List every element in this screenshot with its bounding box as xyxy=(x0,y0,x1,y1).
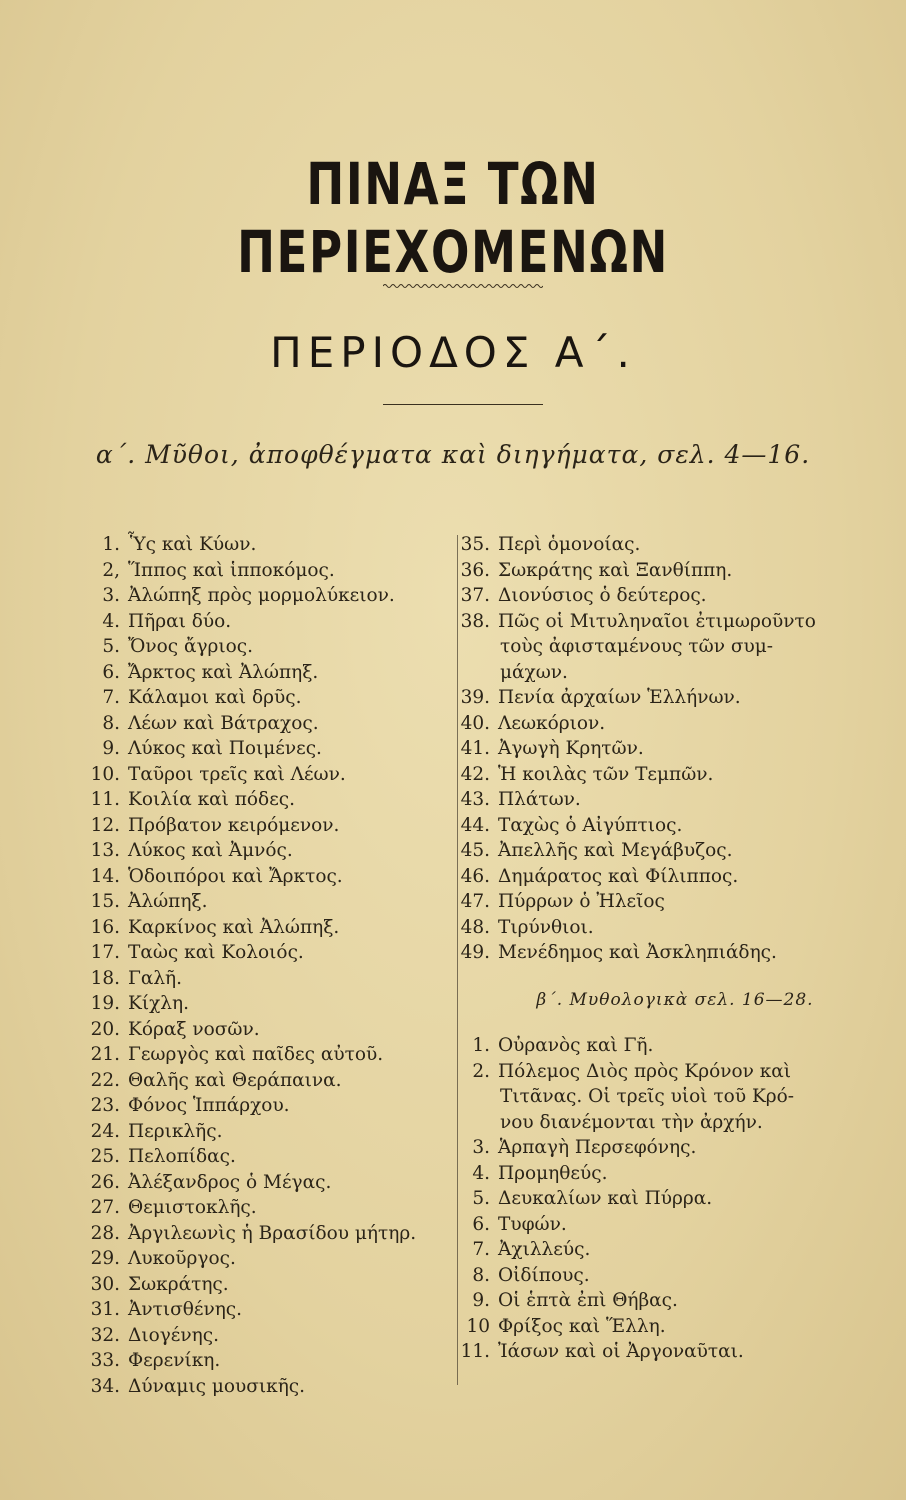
item-text: Δύναμις μουσικῆς. xyxy=(128,1375,306,1397)
item-number: 43. xyxy=(460,789,490,810)
list-item xyxy=(460,1212,890,1238)
item-continuation: νου διανέμονται τὴν ἀρχήν. xyxy=(500,1111,763,1133)
list-item xyxy=(80,889,460,915)
list-item xyxy=(80,532,460,558)
item-number: 48. xyxy=(460,916,490,938)
item-number: 24. xyxy=(90,1120,120,1142)
list-item xyxy=(80,1272,460,1298)
list-item xyxy=(80,940,460,966)
item-text: Ὗς καὶ Κύων. xyxy=(128,534,257,555)
item-number: 8. xyxy=(472,1264,490,1286)
item-number: 3. xyxy=(472,1137,490,1158)
item-number: 2, xyxy=(102,559,120,581)
item-number: 16. xyxy=(90,916,120,938)
item-text: Ταὼς καὶ Κολοιός. xyxy=(128,942,304,963)
item-number: 42. xyxy=(460,763,490,785)
item-text: Ἰάσων καὶ οἱ Ἀργοναῦται. xyxy=(498,1341,744,1362)
item-text: Ὁδοιπόροι καὶ Ἄρκτος. xyxy=(128,865,343,887)
item-number: 8. xyxy=(102,712,120,734)
item-number: 34. xyxy=(90,1375,120,1397)
item-number: 44. xyxy=(460,814,490,836)
item-number: 19. xyxy=(90,993,120,1014)
list-item xyxy=(80,711,460,737)
right-column xyxy=(460,532,890,1365)
item-text: Οἱ ἑπτὰ ἐπὶ Θήβας. xyxy=(498,1290,678,1311)
item-text: Ἁρπαγὴ Περσεφόνης. xyxy=(498,1137,697,1158)
item-number: 40. xyxy=(460,712,490,734)
subheading-b: β΄. Μυθολογικὰ σελ. 16—28. xyxy=(536,989,814,1010)
page-title: ΠΙΝΑΞ ΤΩΝ ΠΕΡΙΕΧΟΜΕΝΩΝ xyxy=(237,150,669,286)
item-number: 11. xyxy=(90,789,120,810)
item-text: Τιρύνθιοι. xyxy=(498,916,594,938)
item-continuation: μάχων. xyxy=(500,661,568,683)
list-item xyxy=(80,1323,460,1349)
item-text: Κίχλη. xyxy=(128,993,189,1014)
wavy-ornament xyxy=(383,283,543,289)
list-item xyxy=(460,609,890,635)
item-number: 6. xyxy=(472,1213,490,1235)
list-item xyxy=(460,762,890,788)
item-number: 46. xyxy=(460,865,490,887)
item-number: 36. xyxy=(460,559,490,581)
item-text: Λέων καὶ Βάτραχος. xyxy=(128,712,319,734)
item-number: 23. xyxy=(90,1095,120,1116)
item-text: Καρκίνος καὶ Ἀλώπηξ. xyxy=(128,916,340,938)
item-number: 27. xyxy=(90,1197,120,1218)
item-text: Φρίξος καὶ Ἕλλη. xyxy=(498,1315,666,1337)
item-text: Ἀλέξανδρος ὁ Μέγας. xyxy=(128,1171,332,1193)
item-text: Γεωργὸς καὶ παῖδες αὐτοῦ. xyxy=(128,1044,384,1065)
item-number: 5. xyxy=(472,1188,490,1209)
item-text: Ἀπελλῆς καὶ Μεγάβυζος. xyxy=(498,840,733,861)
item-number: 15. xyxy=(90,891,120,912)
item-text: Πρόβατον κειρόμενον. xyxy=(128,814,340,836)
section-heading: ΠΕΡΙΟΔΟΣ Α΄. xyxy=(270,328,636,377)
list-item xyxy=(460,940,890,966)
list-item xyxy=(80,762,460,788)
item-text: Ταῦροι τρεῖς καὶ Λέων. xyxy=(128,763,346,785)
left-column xyxy=(80,532,460,1399)
item-number: 29. xyxy=(90,1248,120,1269)
item-number: 31. xyxy=(90,1299,120,1320)
item-number: 7. xyxy=(102,687,120,708)
item-number: 6. xyxy=(102,661,120,683)
item-continuation: τοὺς ἀφισταμένους τῶν συμ- xyxy=(500,636,773,657)
list-item xyxy=(80,660,460,686)
item-text: Μενέδημος καὶ Ἀσκληπιάδης. xyxy=(498,942,777,963)
item-text: Ἀργιλεωνὶς ἡ Βρασίδου μήτηρ. xyxy=(128,1222,417,1244)
item-text: Σωκράτης. xyxy=(128,1273,229,1295)
item-text: Ἀλώπηξ πρὸς μορμολύκειον. xyxy=(128,585,395,606)
item-text: Πῶς οἱ Μιτυληναῖοι ἐτιμωροῦντο xyxy=(498,610,816,632)
list-item xyxy=(460,1263,890,1289)
item-number: 4. xyxy=(102,610,120,632)
item-text: Κοιλία καὶ πόδες. xyxy=(128,789,296,810)
item-number: 10. xyxy=(90,763,120,785)
list-item xyxy=(460,864,890,890)
list-item xyxy=(80,1348,460,1374)
item-text: Πενία ἀρχαίων Ἑλλήνων. xyxy=(498,687,741,708)
item-number: 5. xyxy=(102,636,120,657)
item-text: Λύκος καὶ Ποιμένες. xyxy=(128,738,322,759)
item-number: 3. xyxy=(102,585,120,606)
item-number: 21. xyxy=(90,1044,120,1065)
list-item xyxy=(460,711,890,737)
list-item xyxy=(460,1135,890,1161)
list-item xyxy=(80,966,460,992)
list-item xyxy=(460,889,890,915)
item-text: Φόνος Ἱππάρχου. xyxy=(128,1095,290,1116)
divider xyxy=(383,404,543,405)
item-text: Ἵππος καὶ ἱπποκόμος. xyxy=(128,559,335,581)
item-text: Ἀχιλλεύς. xyxy=(498,1239,591,1260)
item-text: Ἀλώπηξ. xyxy=(128,891,208,912)
list-item xyxy=(460,1237,890,1263)
list-item xyxy=(80,1017,460,1043)
list-item xyxy=(80,558,460,584)
list-item xyxy=(460,787,890,813)
right-list-a xyxy=(460,532,890,966)
item-number: 9. xyxy=(472,1290,490,1311)
item-text: Ταχὼς ὁ Αἰγύπτιος. xyxy=(498,814,683,836)
item-text: Κόραξ νοσῶν. xyxy=(128,1018,260,1040)
list-item xyxy=(460,1059,890,1085)
item-number: 1. xyxy=(472,1035,490,1056)
list-item xyxy=(460,558,890,584)
list-item xyxy=(80,1297,460,1323)
list-item xyxy=(460,583,890,609)
item-number: 33. xyxy=(90,1350,120,1371)
list-item xyxy=(460,1288,890,1314)
item-number: 25. xyxy=(90,1146,120,1167)
item-text: Οὐρανὸς καὶ Γῆ. xyxy=(498,1035,654,1056)
item-number: 12. xyxy=(90,814,120,836)
list-item xyxy=(80,1170,460,1196)
list-item xyxy=(460,1314,890,1340)
item-text: Θεμιστοκλῆς. xyxy=(128,1197,257,1218)
item-number: 17. xyxy=(90,942,120,963)
item-number: 47. xyxy=(460,891,490,912)
item-number: 18. xyxy=(90,967,120,989)
list-item xyxy=(80,838,460,864)
list-item xyxy=(80,1042,460,1068)
list-item xyxy=(460,532,890,558)
list-item xyxy=(80,787,460,813)
item-text: Λυκοῦργος. xyxy=(128,1248,236,1269)
item-text: Πελοπίδας. xyxy=(128,1146,236,1167)
item-number: 10 xyxy=(466,1315,490,1337)
item-text: Ἀντισθένης. xyxy=(128,1299,243,1320)
list-item xyxy=(80,1068,460,1094)
item-number: 32. xyxy=(90,1324,120,1346)
list-item xyxy=(460,1339,890,1365)
item-text: Δευκαλίων καὶ Πύρρα. xyxy=(498,1188,713,1209)
item-number: 7. xyxy=(472,1239,490,1260)
item-text: Ἄρκτος καὶ Ἀλώπηξ. xyxy=(128,661,319,683)
item-text: Πλάτων. xyxy=(498,789,581,810)
list-item xyxy=(80,1093,460,1119)
item-number: 26. xyxy=(90,1171,120,1193)
list-item xyxy=(460,813,890,839)
item-number: 20. xyxy=(90,1018,120,1040)
list-item xyxy=(460,1186,890,1212)
list-item xyxy=(80,634,460,660)
list-item xyxy=(460,685,890,711)
item-number: 45. xyxy=(460,840,490,861)
list-item xyxy=(460,1033,890,1059)
list-item xyxy=(80,1144,460,1170)
item-number: 13. xyxy=(90,840,120,861)
item-text: Τυφών. xyxy=(498,1213,567,1235)
list-item xyxy=(80,1195,460,1221)
item-number: 22. xyxy=(90,1069,120,1091)
list-item xyxy=(80,685,460,711)
list-item xyxy=(80,1119,460,1145)
item-number: 28. xyxy=(90,1222,120,1244)
item-number: 39. xyxy=(460,687,490,708)
list-item xyxy=(80,583,460,609)
item-number: 9. xyxy=(102,738,120,759)
item-text: Πύρρων ὁ Ἠλεῖος xyxy=(498,891,665,912)
item-number: 49. xyxy=(460,942,490,963)
list-item xyxy=(80,864,460,890)
list-item xyxy=(80,1374,460,1400)
list-item xyxy=(80,1246,460,1272)
item-number: 41. xyxy=(460,738,490,759)
item-text: Περὶ ὁμονοίας. xyxy=(498,534,641,555)
item-text: Κάλαμοι καὶ δρῦς. xyxy=(128,687,302,708)
list-item xyxy=(80,736,460,762)
item-text: Λύκος καὶ Ἀμνός. xyxy=(128,840,293,861)
item-text: Προμηθεύς. xyxy=(498,1162,608,1184)
item-text: Σωκράτης καὶ Ξανθίππη. xyxy=(498,559,733,581)
list-item xyxy=(460,1161,890,1187)
item-number: 4. xyxy=(472,1162,490,1184)
item-text: Διονύσιος ὁ δεύτερος. xyxy=(498,585,707,606)
item-text: Ἡ κοιλὰς τῶν Τεμπῶν. xyxy=(498,763,714,785)
item-continuation: Τιτᾶνας. Οἱ τρεῖς υἱοὶ τοῦ Κρό- xyxy=(500,1086,795,1107)
item-number: 35. xyxy=(460,534,490,555)
item-number: 2. xyxy=(472,1060,490,1082)
list-item xyxy=(80,1221,460,1247)
section-subtitle: α΄. Μῦθοι, ἀποφθέγματα καὶ διηγήματα, σελ. 4—16. xyxy=(95,440,811,469)
item-text: Ὄνος ἄγριος. xyxy=(128,636,254,657)
list-item xyxy=(460,915,890,941)
list-item xyxy=(460,838,890,864)
item-number: 11. xyxy=(460,1341,490,1362)
item-text: Διογένης. xyxy=(128,1324,219,1346)
item-text: Γαλῆ. xyxy=(128,967,183,989)
item-number: 38. xyxy=(460,610,490,632)
item-text: Πῆραι δύο. xyxy=(128,610,232,632)
item-text: Φερενίκη. xyxy=(128,1350,221,1371)
item-text: Ἀγωγὴ Κρητῶν. xyxy=(498,738,644,759)
item-text: Θαλῆς καὶ Θεράπαινα. xyxy=(128,1069,342,1091)
item-text: Λεωκόριον. xyxy=(498,712,606,734)
item-number: 1. xyxy=(102,534,120,555)
item-text: Πόλεμος Διὸς πρὸς Κρόνον καὶ xyxy=(498,1060,792,1082)
item-text: Δημάρατος καὶ Φίλιππος. xyxy=(498,865,739,887)
list-item xyxy=(80,991,460,1017)
list-item xyxy=(460,736,890,762)
item-text: Περικλῆς. xyxy=(128,1120,223,1142)
item-number: 37. xyxy=(460,585,490,606)
list-item xyxy=(80,609,460,635)
list-item xyxy=(80,813,460,839)
right-list-b xyxy=(460,1033,890,1365)
item-number: 30. xyxy=(90,1273,120,1295)
item-text: Οἰδίπους. xyxy=(498,1264,590,1286)
list-item xyxy=(80,915,460,941)
item-number: 14. xyxy=(90,865,120,887)
